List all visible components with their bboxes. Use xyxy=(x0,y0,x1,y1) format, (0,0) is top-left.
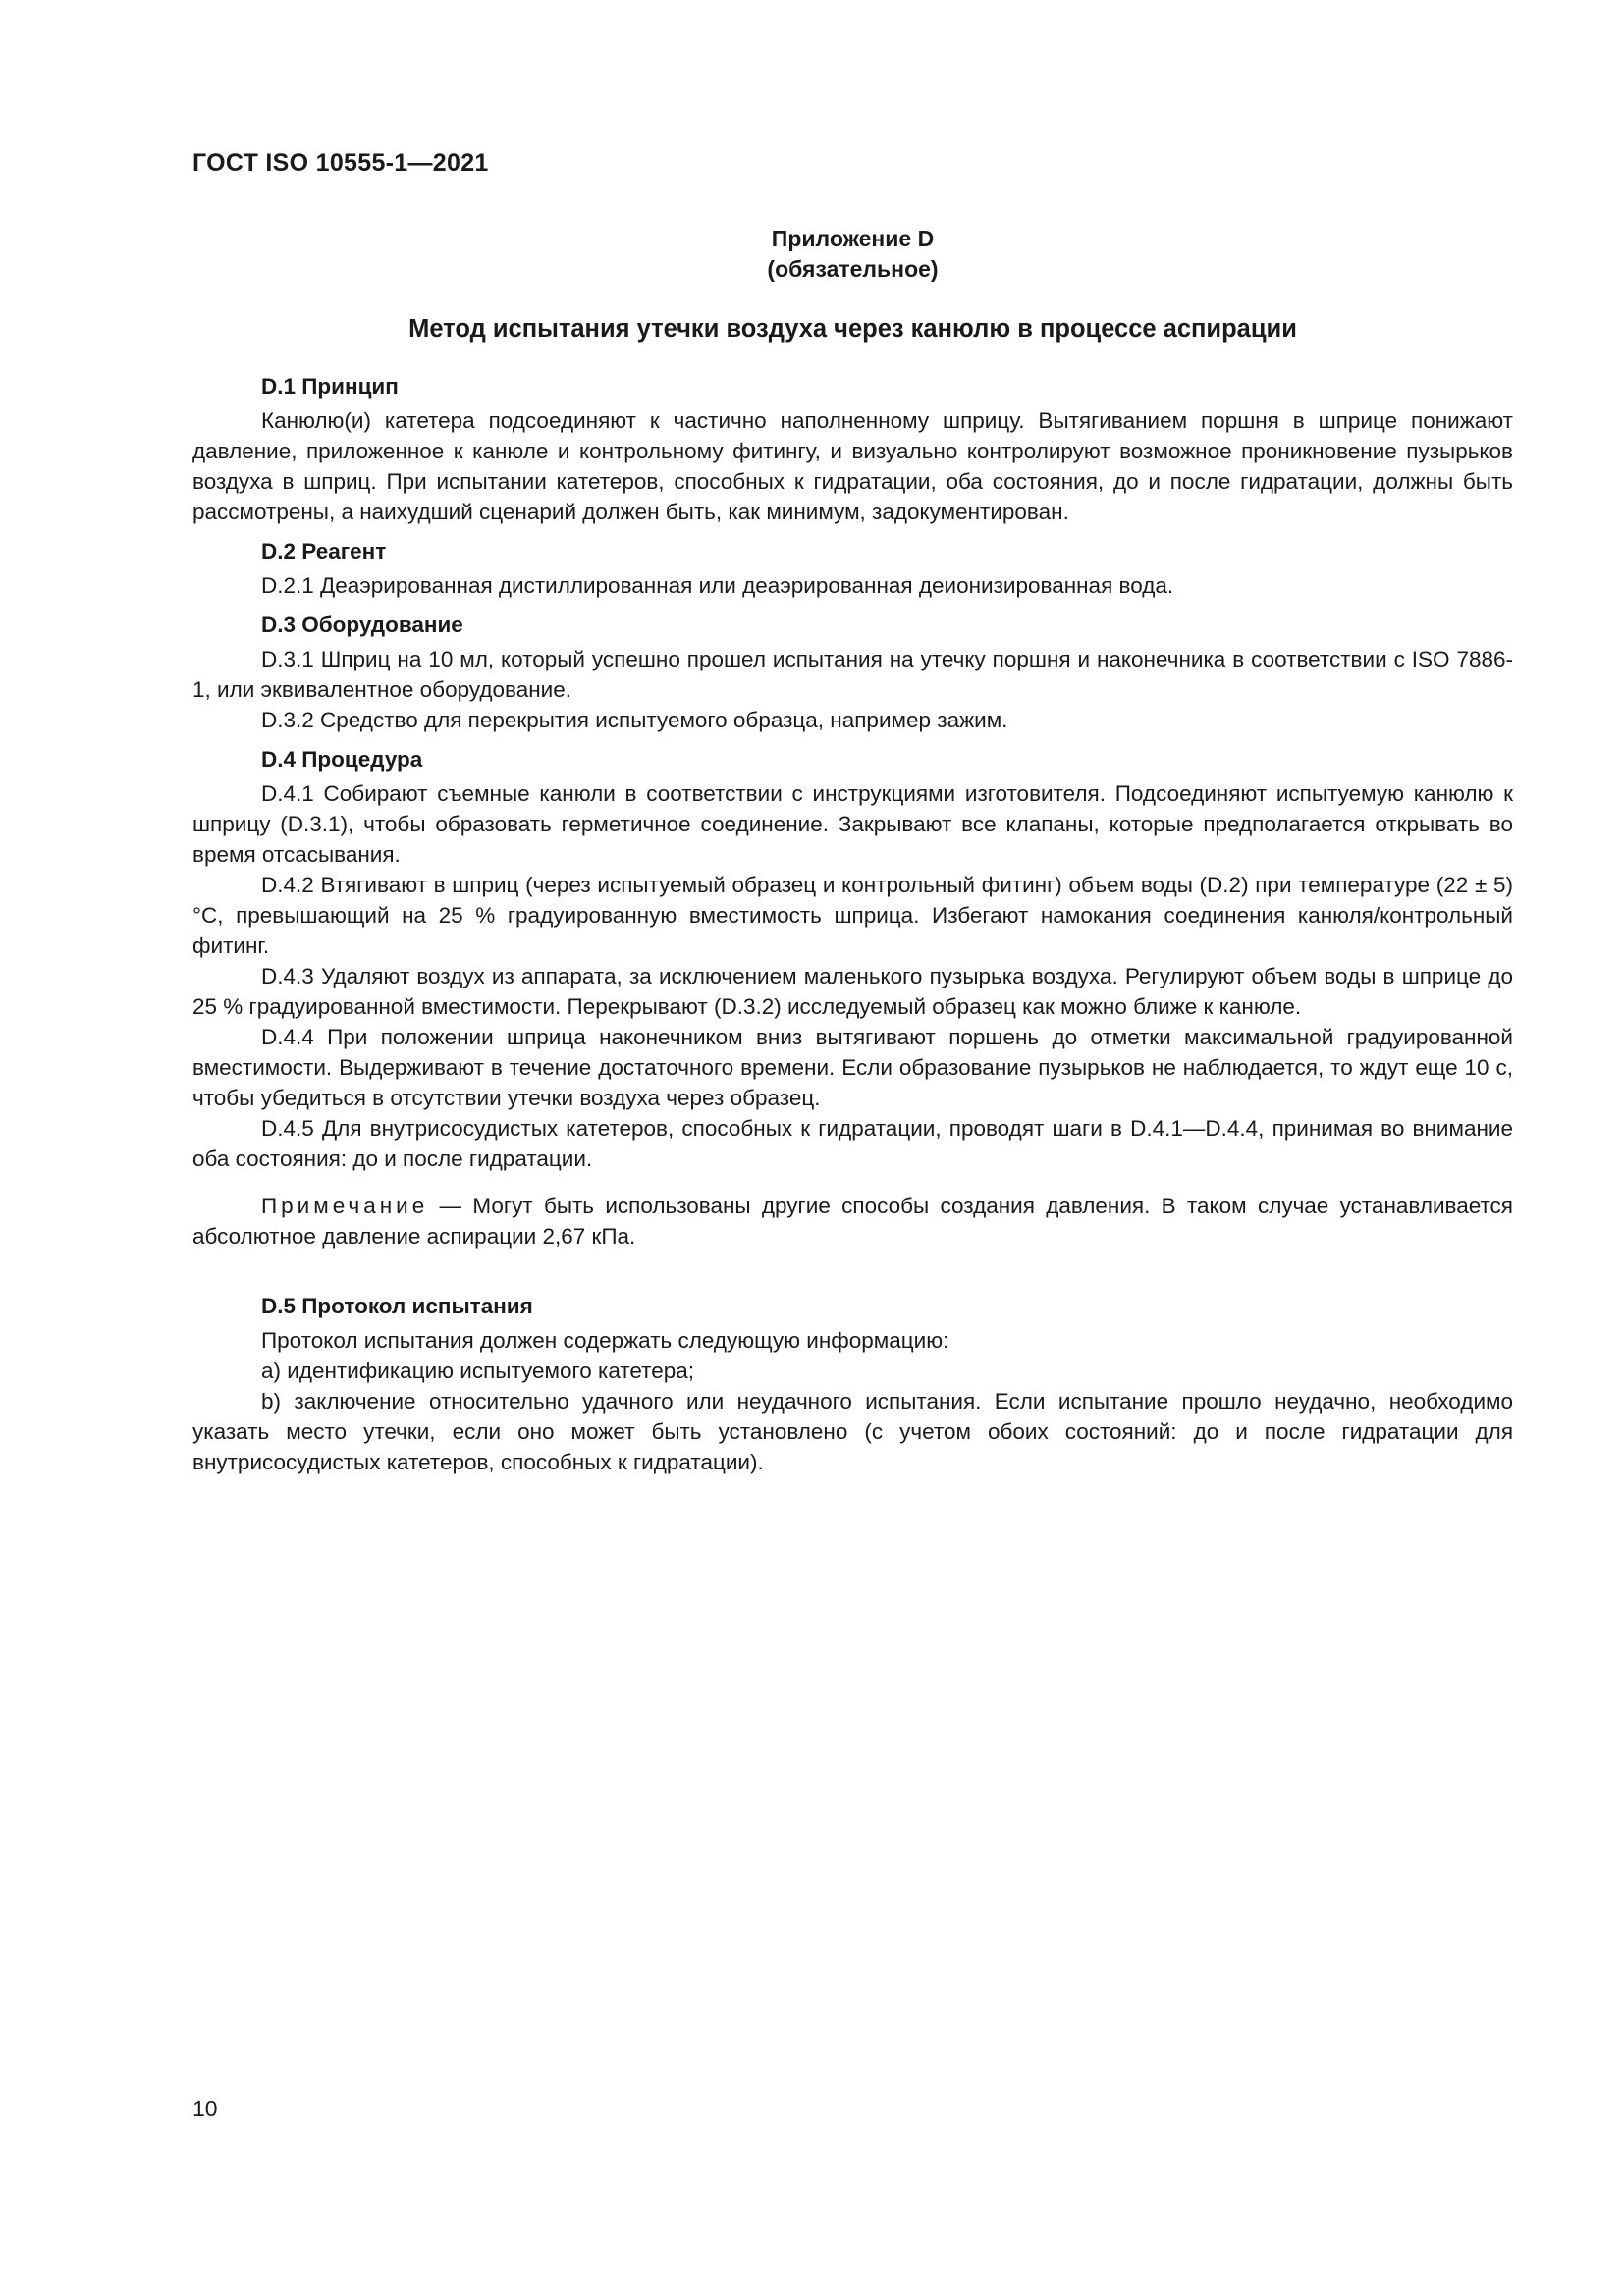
note-label: Примечание xyxy=(261,1194,429,1218)
paragraph-d3-2: D.3.2 Средство для перекрытия испытуемого образца, например зажим. xyxy=(261,708,1008,732)
paragraph-d4-5: D.4.5 Для внутрисосудистых катетеров, способных к гидратации, проводят шаги в D.4.1—D.4.4, принимая во внимание оба состояния: до и после гидратации. xyxy=(192,1116,1513,1171)
paragraph-d5-intro: Протокол испытания должен содержать следующую информацию: xyxy=(261,1328,949,1353)
section-heading-d2: D.2 Реагент xyxy=(261,539,387,563)
paragraph-d4-3: D.4.3 Удаляют воздух из аппарата, за исключением маленького пузырька воздуха. Регулируют объем воды в шприце до 25 % градуированной вместимости. Перекрывают (D.3.2) исследуемый образец как можно ближе к канюле. xyxy=(192,964,1513,1019)
paragraph-d4-2: D.4.2 Втягивают в шприц (через испытуемый образец и контрольный фитинг) объем воды (D.2) при температуре (22 ± 5) °C, превышающий на 25 % градуированную вместимость шприца. Избегают намокания соединения канюля/контрольный фитинг. xyxy=(192,873,1513,958)
list-item-b: b) заключение относительно удачного или неудачного испытания. Если испытание прошло неудачно, необходимо указать место утечки, если оно может быть установлено (с учетом обоих состояний: до и после гидратации для внутрисосудистых катетеров, способных к гидратации). xyxy=(192,1389,1513,1474)
appendix-title: Приложение D xyxy=(771,226,935,251)
page-number: 10 xyxy=(192,2096,218,2121)
paragraph-d3-1: D.3.1 Шприц на 10 мл, который успешно прошел испытания на утечку поршня и наконечника в соответствии с ISO 7886-1, или эквивалентное оборудование. xyxy=(192,647,1513,702)
paragraph-d4-1: D.4.1 Собирают съемные канюли в соответствии с инструкциями изготовителя. Подсоединяют испытуемую канюлю к шприцу (D.3.1), чтобы образовать герметичное соединение. Закрывают все клапаны, которые предполагается открывать во время отсасывания. xyxy=(192,781,1513,867)
section-heading-d4: D.4 Процедура xyxy=(261,747,423,772)
paragraph-d2-1: D.2.1 Деаэрированная дистиллированная или деаэрированная деионизированная вода. xyxy=(261,573,1174,598)
paragraph-d4-4: D.4.4 При положении шприца наконечником вниз вытягивают поршень до отметки максимальной градуированной вместимости. Выдерживают в течение достаточного времени. Если образование пузырьков не наблюдается, то ждут еще 10 с, чтобы убедиться в отсутствии утечки воздуха через образец. xyxy=(192,1025,1513,1110)
paragraph-d1: Канюлю(и) катетера подсоединяют к частично наполненному шприцу. Вытягиванием поршня в шприце понижают давление, приложенное к канюле и контрольному фитингу, и визуально контролируют возможное проникновение пузырьков воздуха в шприц. При испытании катетеров, способных к гидратации, оба состояния, до и после гидратации, должны быть рассмотрены, а наихудший сценарий должен быть, как минимум, задокументирован. xyxy=(192,408,1513,524)
document-body xyxy=(192,224,1513,1477)
appendix-status: (обязательное) xyxy=(767,256,939,282)
section-heading-d3: D.3 Оборудование xyxy=(261,613,463,637)
section-heading-d5: D.5 Протокол испытания xyxy=(261,1294,533,1318)
standard-header: ГОСТ ISO 10555-1—2021 xyxy=(192,149,489,177)
note-text: — Могут быть использованы другие способы создания давления. В таком случае устанавливается абсолютное давление аспирации 2,67 кПа. xyxy=(192,1194,1513,1249)
document-title: Метод испытания утечки воздуха через канюлю в процессе аспирации xyxy=(408,315,1297,343)
list-item-a: a) идентификацию испытуемого катетера; xyxy=(261,1359,695,1383)
note-paragraph xyxy=(192,1191,1513,1252)
section-heading-d1: D.1 Принцип xyxy=(261,374,399,399)
